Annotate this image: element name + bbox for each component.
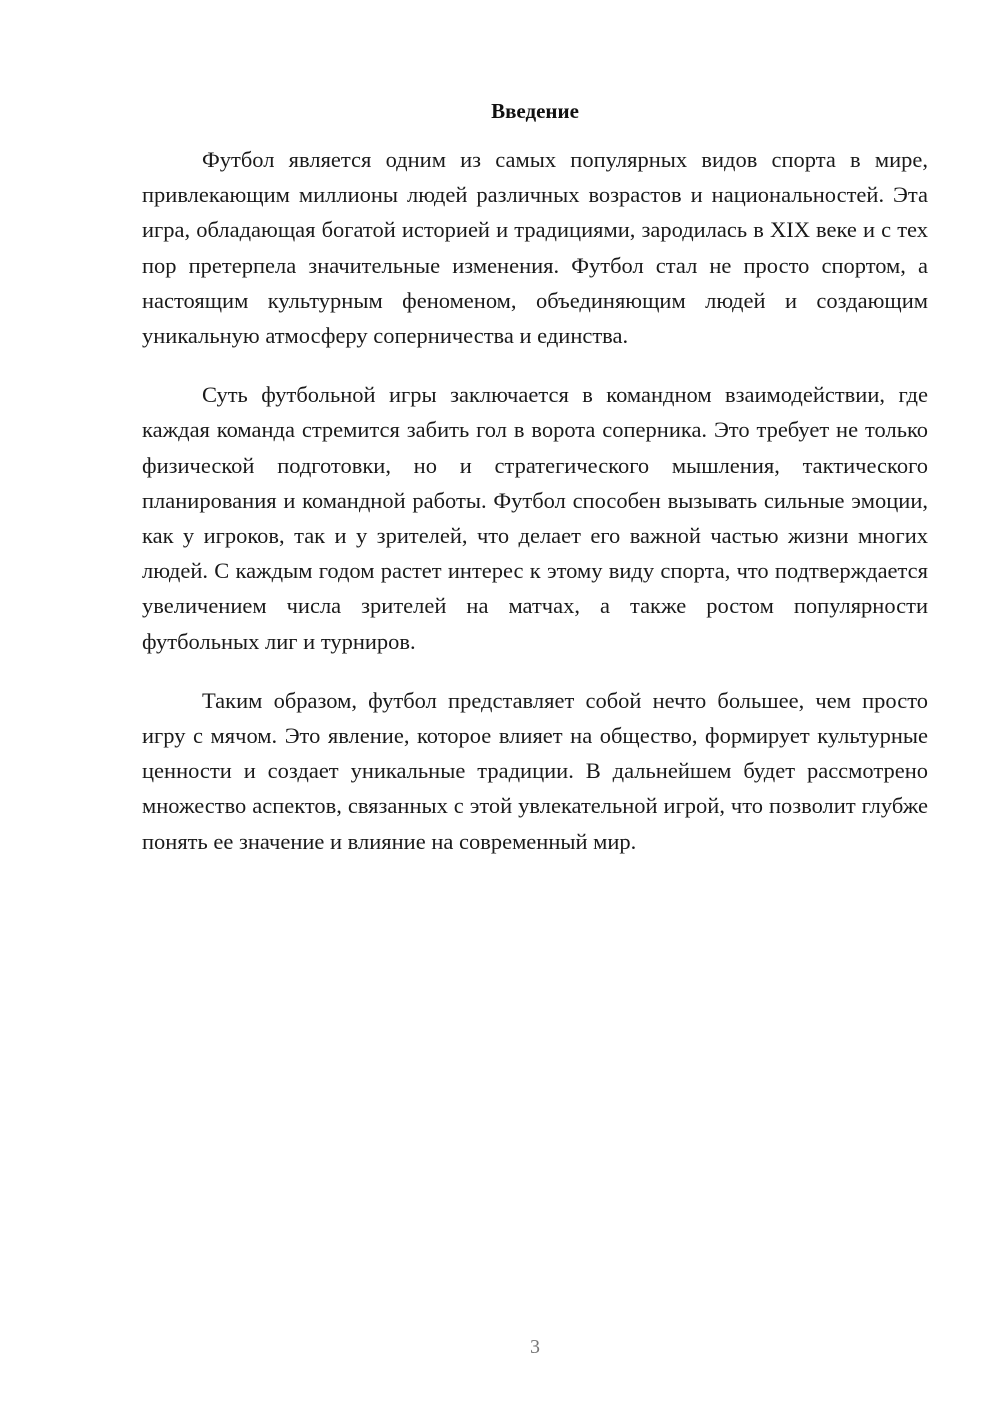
document-body — [142, 142, 928, 883]
page-title: Введение — [491, 99, 579, 123]
paragraph-1: Футбол является одним из самых популярных видов спорта в мире, привлекающим миллионы людей различных возрастов и национальностей. Эта игра, обладающая богатой историей и традициями, зародилась в XIX веке и с тех пор претерпела значительные изменения. Футбол стал не просто спортом, а настоящим культурным феноменом, объединяющим людей и создающим уникальную атмосферу соперничества и единства. — [142, 147, 928, 349]
paragraph-2: Суть футбольной игры заключается в командном взаимодействии, где каждая команда стремится забить гол в ворота соперника. Это требует не только физической подготовки, но и стратегического мышления, тактического планирования и командной работы. Футбол способен вызывать сильные эмоции, как у игроков, так и у зрителей, что делает его важной частью жизни многих людей. С каждым годом растет интерес к этому виду спорта, что подтверждается увеличением числа зрителей на матчах, а также ростом популярности футбольных лиг и турниров. — [142, 382, 928, 654]
paragraph-3: Таким образом, футбол представляет собой нечто большее, чем просто игру с мячом. Это явление, которое влияет на общество, формирует культурные ценности и создает уникальные традиции. В дальнейшем будет рассмотрено множество аспектов, связанных с этой увлекательной игрой, что позволит глубже понять ее значение и влияние на современный мир. — [142, 687, 928, 854]
page-number: 3 — [530, 1336, 540, 1358]
